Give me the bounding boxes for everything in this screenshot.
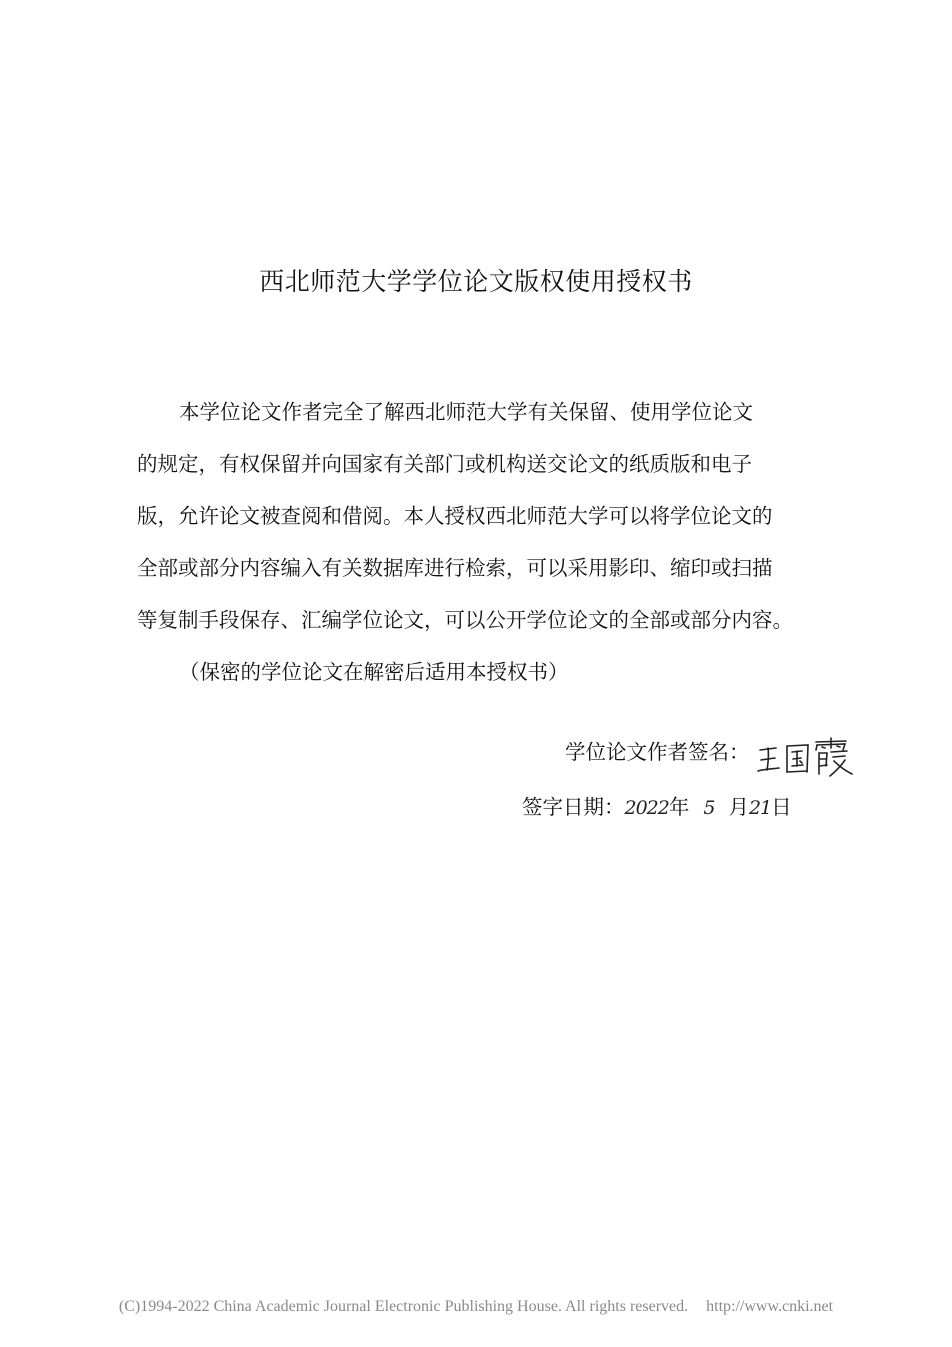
date-day-unit: 日 <box>771 795 792 819</box>
handwritten-signature <box>754 736 864 780</box>
copyright-footer <box>0 1298 952 1316</box>
body-line: 本学位论文作者完全了解西北师范大学有关保留、使用学位论文 <box>179 400 753 424</box>
authorization-body <box>137 386 827 698</box>
footer-url: http://www.cnki.net <box>706 1298 834 1315</box>
date-year-unit: 年 <box>668 795 690 819</box>
date-day: 21 <box>748 797 772 819</box>
signature-label: 学位论文作者签名： <box>565 740 750 764</box>
date-label: 签字日期： <box>522 795 625 819</box>
date-month-unit: 月 <box>728 795 749 819</box>
body-line: 全部或部分内容编入有关数据库进行检索，可以采用影印、缩印或扫描 <box>137 556 773 580</box>
signing-date-row <box>522 790 792 820</box>
body-line: 等复制手段保存、汇编学位论文，可以公开学位论文的全部或部分内容。 <box>137 608 793 632</box>
body-line: 版，允许论文被查阅和借阅。本人授权西北师范大学可以将学位论文的 <box>137 504 773 528</box>
date-month: 5 <box>703 797 715 819</box>
footer-copyright: (C)1994-2022 China Academic Journal Electronic Publishing House. All rights reserved. <box>118 1298 689 1315</box>
author-signature-row <box>565 735 750 765</box>
body-line: 的规定，有权保留并向国家有关部门或机构送交论文的纸质版和电子 <box>137 452 752 476</box>
date-year: 2022 <box>624 797 669 819</box>
confidentiality-note: （保密的学位论文在解密后适用本授权书） <box>179 660 569 684</box>
document-title: 西北师范大学学位论文版权使用授权书 <box>259 267 693 296</box>
